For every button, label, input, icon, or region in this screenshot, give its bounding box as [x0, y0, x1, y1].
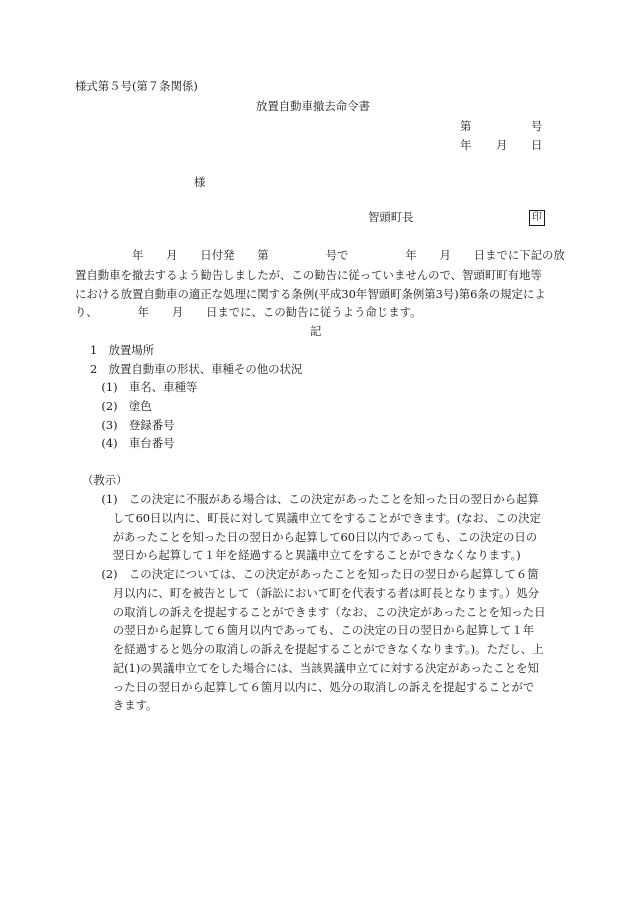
seal-mark: 印 [529, 210, 545, 226]
body-line: 置自動車を撤去するよう勧告しましたが、この勧告に従っていませんので、智頭町町有地等 [75, 268, 542, 282]
kyoji-line: 翌日から起算して１年を経過すると異議申立てをすることができなくなります。) [90, 548, 521, 562]
list-item: 1 放置場所 [90, 343, 155, 357]
kyoji-line: 月以内に、町を被告として（訴訟において町を代表する者は町長となります。）処分 [90, 586, 540, 600]
ki-heading: 記 [310, 324, 322, 338]
addressee-suffix: 様 [194, 175, 206, 189]
list-item: 2 放置自動車の形状、車種その他の状況 [90, 362, 303, 376]
kyoji-line: があったことを知った日の翌日から起算して60日以内であっても、この決定の日の [90, 530, 538, 544]
kyoji-line: 記(1)の異議申立てをした場合には、当該異議申立てに対する決定があったことを知 [90, 661, 539, 675]
form-label: 様式第５号(第７条関係) [75, 79, 198, 93]
date-year: 年 [460, 138, 472, 152]
date-month: 月 [496, 138, 508, 152]
kyoji-line: (2) この決定については、この決定があったことを知った日の翌日から起算して６箇 [90, 567, 539, 581]
doc-number-prefix: 第 [460, 119, 472, 133]
kyoji-line: の翌日から起算して６箇月以内であっても、この決定の日の翌日から起算して１年 [90, 623, 535, 637]
kyoji-line: った日の翌日から起算して６箇月以内に、処分の取消しの訴えを提起することがで [90, 680, 535, 694]
issuer-name: 智頭町長 [368, 210, 414, 224]
kyoji-line: して60日以内に、町長に対して異議申立てをすることができます。(なお、この決定 [90, 511, 541, 525]
body-line: における放置自動車の適正な処理に関する条例(平成30年智頭町条例第3号)第6条の規定によ [75, 287, 546, 301]
kyoji-line: の取消しの訴えを提起することができます（なお、この決定があったことを知った日 [90, 605, 546, 619]
kyoji-line: を経過すると処分の取消しの訴えを提起することができなくなります。)。ただし、上 [90, 642, 544, 656]
body-line: り、 年 月 日までに、この勧告に従うよう命じます。 [75, 305, 422, 319]
kyoji-line: (1) この決定に不服がある場合は、この決定があったことを知った日の翌日から起算 [90, 492, 539, 506]
list-item: (2) 塗色 [90, 399, 152, 413]
kyoji-line: きます。 [90, 698, 158, 712]
document-title: 放置自動車撤去命令書 [256, 99, 370, 113]
list-item: (3) 登録番号 [90, 418, 175, 432]
date-day: 日 [531, 138, 543, 152]
body-line: 年 月 日付発 第 号で 年 月 日までに下記の放 [75, 248, 565, 262]
doc-number-suffix: 号 [531, 119, 543, 133]
kyoji-heading: （教示） [82, 473, 128, 487]
list-item: (4) 車台番号 [90, 436, 175, 450]
list-item: (1) 車名、車種等 [90, 380, 198, 394]
